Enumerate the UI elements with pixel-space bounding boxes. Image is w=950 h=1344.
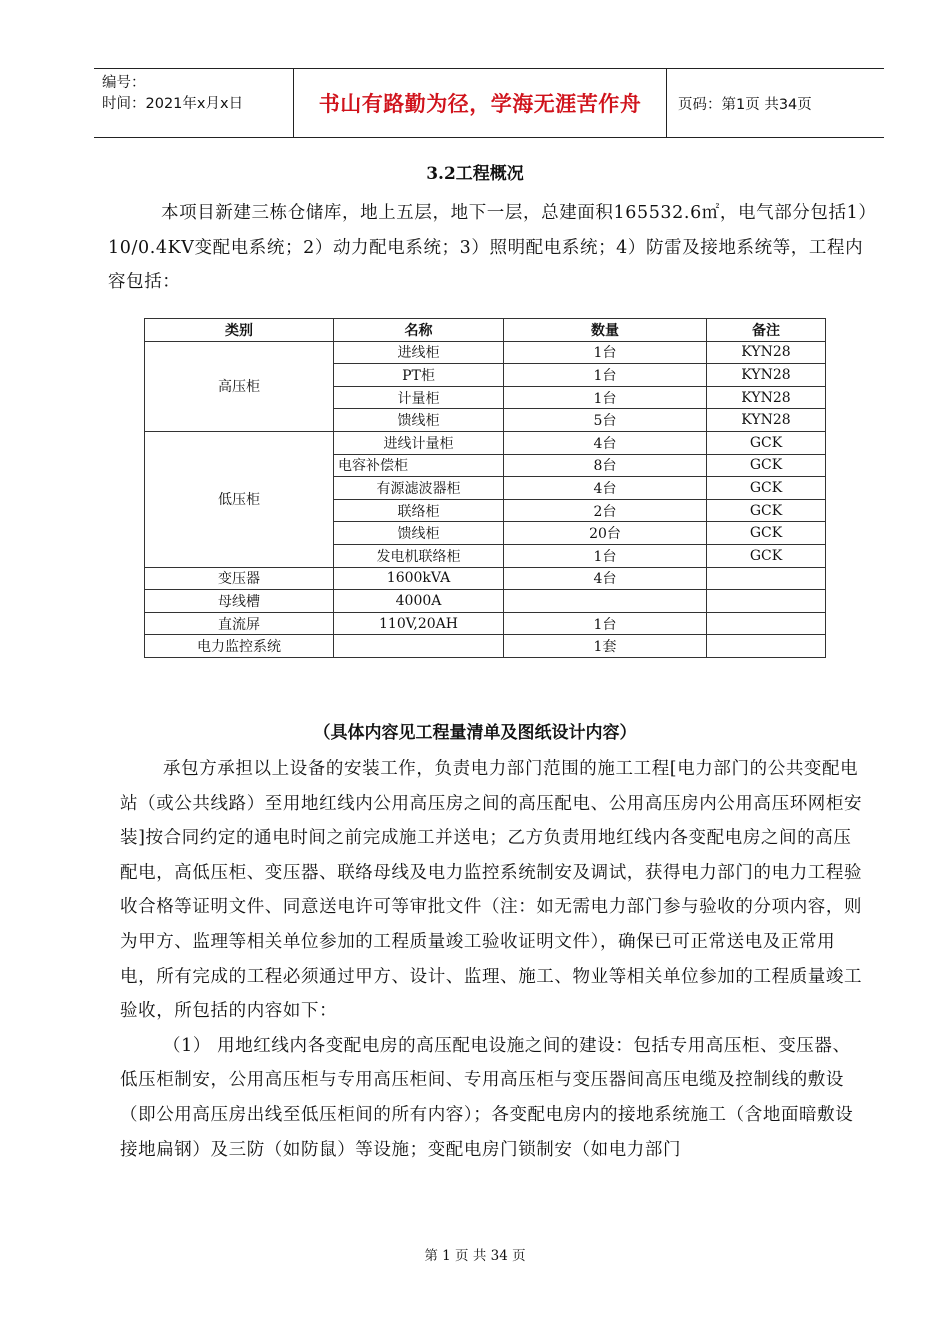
quantity-cell: 1台: [504, 386, 707, 409]
quantity-cell: 4台: [504, 567, 707, 590]
quantity-cell: 20台: [504, 522, 707, 545]
note-cell: [707, 590, 826, 613]
header-meta: [94, 69, 294, 137]
equipment-table: [144, 318, 826, 658]
category-cell: 直流屏: [145, 612, 334, 635]
quantity-cell: 4台: [504, 477, 707, 500]
name-cell: PT柜: [334, 364, 504, 387]
header-motto: 书山有路勤为径，学海无涯苦作舟: [294, 69, 667, 137]
table-header-cell: 数量: [504, 319, 707, 342]
quantity-cell: 1台: [504, 341, 707, 364]
quantity-cell: 1套: [504, 635, 707, 658]
name-cell: 1600kVA: [334, 567, 504, 590]
category-cell: 低压柜: [145, 431, 334, 567]
table-header-row: [145, 319, 826, 342]
name-cell: 4000A: [334, 590, 504, 613]
note-cell: KYN28: [707, 364, 826, 387]
table-row: [145, 341, 826, 364]
body-paragraph: [120, 752, 865, 1029]
note-cell: [707, 567, 826, 590]
category-cell: 高压柜: [145, 341, 334, 431]
name-cell: 进线柜: [334, 341, 504, 364]
table-header-cell: 名称: [334, 319, 504, 342]
header-page-label: 页码：第1页 共34页: [678, 96, 812, 113]
table-row: [145, 635, 826, 658]
name-cell: 发电机联络柜: [334, 544, 504, 567]
note-cell: [707, 635, 826, 658]
table-header-cell: 类别: [145, 319, 334, 342]
note-cell: GCK: [707, 499, 826, 522]
table-header-cell: 备注: [707, 319, 826, 342]
name-cell: 联络柜: [334, 499, 504, 522]
quantity-cell: 4台: [504, 431, 707, 454]
quantity-cell: 8台: [504, 454, 707, 477]
section-title: 3.2工程概况: [426, 164, 524, 184]
page-footer: 第 1 页 共 34 页: [424, 1248, 526, 1264]
body-paragraphs: [120, 752, 865, 1167]
detail-note-subtitle: （具体内容见工程量清单及图纸设计内容）: [313, 723, 637, 743]
quantity-cell: 5台: [504, 409, 707, 432]
quantity-cell: 1台: [504, 364, 707, 387]
name-cell: [334, 635, 504, 658]
note-cell: GCK: [707, 522, 826, 545]
page-header: [94, 68, 884, 138]
note-cell: KYN28: [707, 341, 826, 364]
name-cell: 110V,20AH: [334, 612, 504, 635]
intro-text: 本项目新建三栋仓储库，地上五层，地下一层，总建面积165532.6㎡，电气部分包括1）10/0.4KV变配电系统；2）动力配电系统；3）照明配电系统；4）防雷及接地系统等，工程内容包括：: [108, 203, 868, 293]
quantity-cell: 2台: [504, 499, 707, 522]
note-cell: GCK: [707, 477, 826, 500]
table-row: [145, 612, 826, 635]
name-cell: 馈线柜: [334, 522, 504, 545]
note-cell: GCK: [707, 544, 826, 567]
note-cell: GCK: [707, 431, 826, 454]
name-cell: 计量柜: [334, 386, 504, 409]
name-cell: 有源滤波器柜: [334, 477, 504, 500]
category-cell: 电力监控系统: [145, 635, 334, 658]
quantity-cell: 1台: [504, 612, 707, 635]
category-cell: 变压器: [145, 567, 334, 590]
note-cell: KYN28: [707, 386, 826, 409]
document-time-label: 时间：2021年x月x日: [102, 96, 244, 112]
document-number-label: 编号：: [102, 75, 146, 91]
intro-paragraph: [108, 196, 868, 300]
name-cell: 馈线柜: [334, 409, 504, 432]
body-paragraph: [120, 1029, 865, 1167]
quantity-cell: [504, 590, 707, 613]
name-cell: 进线计量柜: [334, 431, 504, 454]
note-cell: KYN28: [707, 409, 826, 432]
note-cell: GCK: [707, 454, 826, 477]
body-paragraph-text: 承包方承担以上设备的安装工作，负责电力部门范围的施工工程[电力部门的公共变配电站（或公共线路）至用地红线内公用高压房之间的高压配电、公用高压房内公用高压环网柜安装]按合同约定的通电时间之前完成施工并送电；乙方负责用地红线内各变配电房之间的高压配电，高低压柜、变压器、联络母线及电力监控系统制安及调试，获得电力部门的电力工程验收合格等证明文件、同意送电许可等审批文件（注：如无需电力部门参与验收的分项内容，则为甲方、监理等相关单位参加的工程质量竣工验收证明文件），确保已可正常送电及正常用电，所有完成的工程必须通过甲方、设计、监理、施工、物业等相关单位参加的工程质量竣工验收，所包括的内容如下：: [120, 759, 863, 1022]
note-cell: [707, 612, 826, 635]
body-paragraph-text: （1） 用地红线内各变配电房的高压配电设施之间的建设：包括专用高压柜、变压器、低压柜制安，公用高压柜与专用高压柜间、专用高压柜与变压器间高压电缆及控制线的敷设（即公用高压房出线至低压柜间的所有内容）；各变配电房内的接地系统施工（含地面暗敷设接地扁钢）及三防（如防鼠）等设施；变配电房门锁制安（如电力部门: [120, 1035, 854, 1160]
table-row: [145, 567, 826, 590]
quantity-cell: 1台: [504, 544, 707, 567]
name-cell: 电容补偿柜: [334, 454, 504, 477]
table-row: [145, 431, 826, 454]
category-cell: 母线槽: [145, 590, 334, 613]
table-row: [145, 590, 826, 613]
